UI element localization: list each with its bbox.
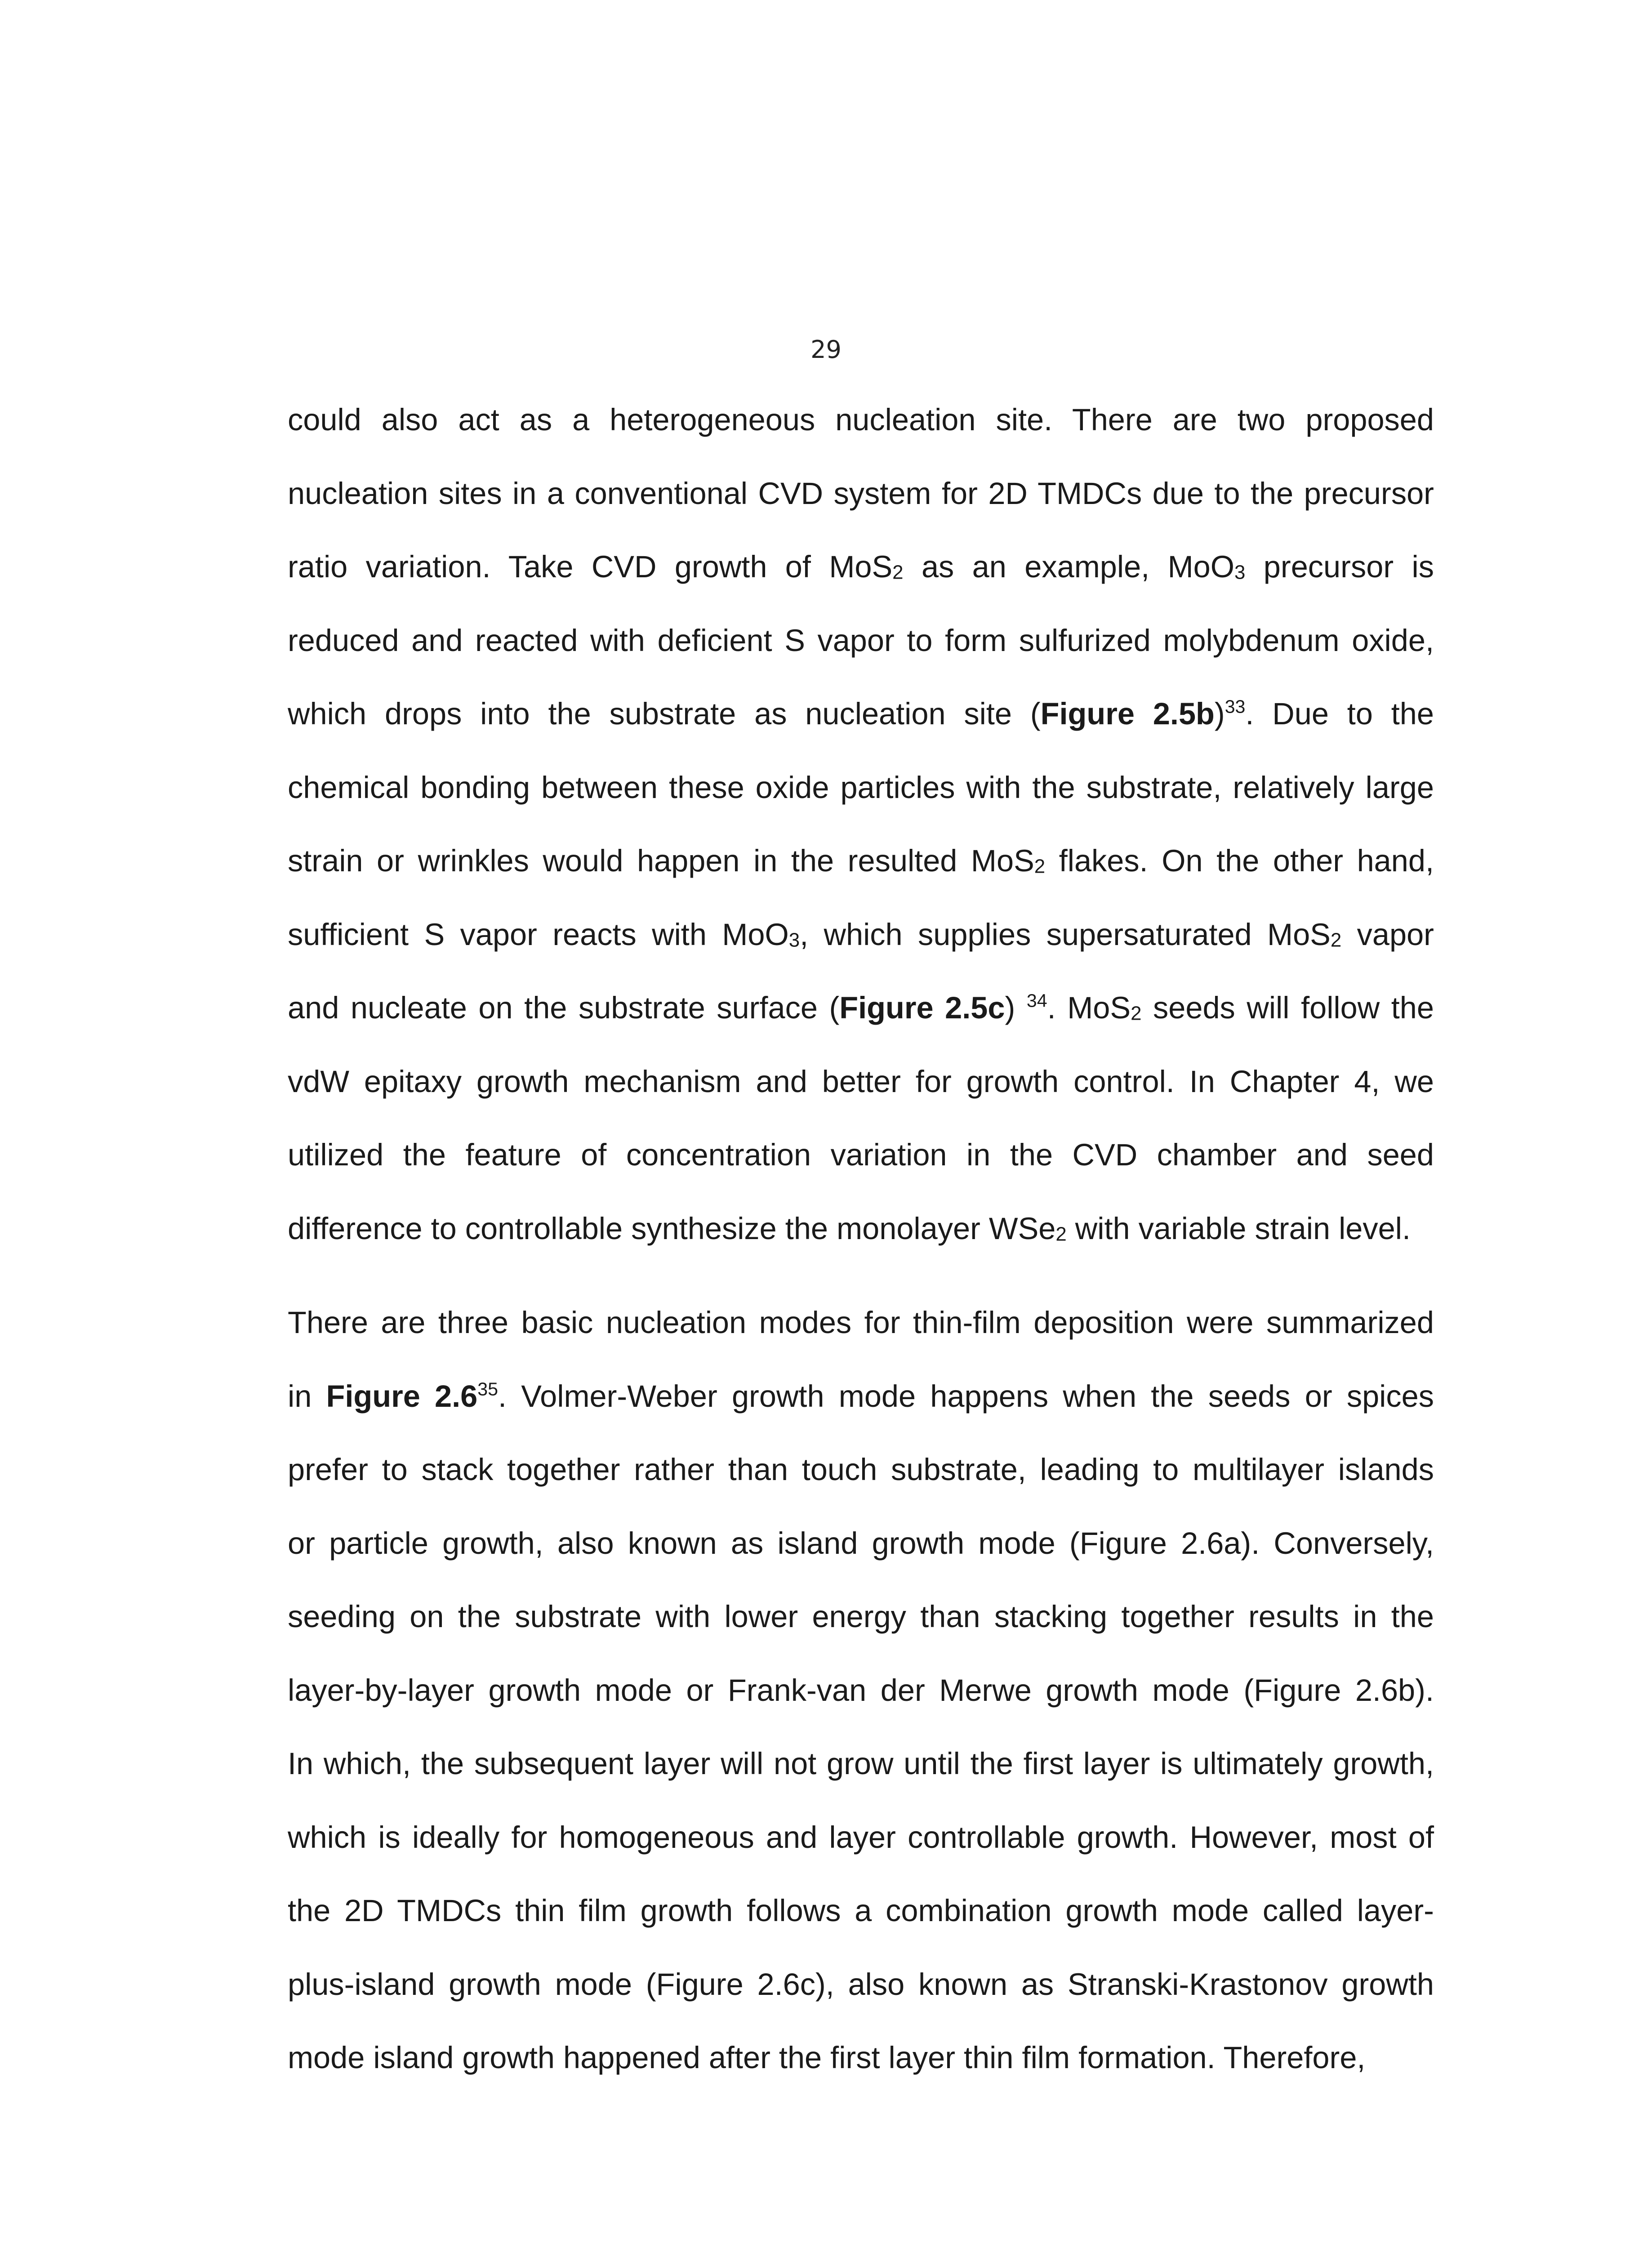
text-segment: precursor is bbox=[1245, 549, 1434, 584]
text-segment: difference to controllable synthesize the monolayer WSe bbox=[288, 1211, 1056, 1246]
figure-reference: Figure 2.5b bbox=[1040, 696, 1215, 731]
text-segment: seeding on the substrate with lower energy than stacking together results in the bbox=[288, 1599, 1434, 1634]
text-segment: with variable strain level. bbox=[1066, 1211, 1411, 1246]
text-segment: vapor bbox=[1341, 917, 1434, 952]
citation-superscript: 34 bbox=[1026, 990, 1047, 1011]
text-line bbox=[288, 1663, 1434, 1736]
subscript: 2 bbox=[1034, 855, 1046, 878]
text-line bbox=[288, 1201, 1434, 1275]
text-segment: which is ideally for homogeneous and layer controllable growth. However, most of bbox=[288, 1820, 1434, 1855]
text-segment: layer-by-layer growth mode or Frank-van der Merwe growth mode (Figure 2.6b). bbox=[288, 1673, 1434, 1708]
text-segment: In which, the subsequent layer will not grow until the first layer is ultimately growth, bbox=[288, 1746, 1434, 1781]
text-segment: ) bbox=[1214, 696, 1225, 731]
text-line bbox=[288, 980, 1434, 1054]
subscript: 2 bbox=[1330, 929, 1342, 951]
text-segment: prefer to stack together rather than touch substrate, leading to multilayer islands bbox=[288, 1452, 1434, 1487]
text-segment: , which supplies supersaturated MoS bbox=[800, 917, 1331, 952]
text-line bbox=[288, 833, 1434, 907]
subscript: 3 bbox=[788, 929, 800, 951]
text-segment: ) bbox=[1005, 990, 1027, 1025]
figure-reference: Figure 2.6 bbox=[326, 1378, 478, 1414]
text-line bbox=[288, 1054, 1434, 1128]
text-segment: in bbox=[288, 1378, 326, 1414]
text-segment: . Volmer-Weber growth mode happens when the seeds or spices bbox=[498, 1378, 1434, 1414]
text-segment: strain or wrinkles would happen in the resulted MoS bbox=[288, 843, 1034, 878]
text-segment: as an example, MoO bbox=[903, 549, 1235, 584]
text-line bbox=[288, 1810, 1434, 1883]
text-line bbox=[288, 1369, 1434, 1442]
subscript: 2 bbox=[892, 561, 904, 584]
figure-reference: Figure 2.5c bbox=[839, 990, 1005, 1025]
text-segment: plus-island growth mode (Figure 2.6c), also known as Stranski-Krastonov growth bbox=[288, 1967, 1434, 2002]
text-line bbox=[288, 1589, 1434, 1663]
text-segment: . Due to the bbox=[1245, 696, 1434, 731]
text-line bbox=[288, 539, 1434, 613]
citation-superscript: 35 bbox=[477, 1378, 498, 1400]
text-segment: mode island growth happened after the first layer thin film formation. Therefore, bbox=[288, 2040, 1366, 2075]
text-line bbox=[288, 1442, 1434, 1516]
paragraph-2 bbox=[288, 1295, 1434, 2104]
text-segment: the 2D TMDCs thin film growth follows a combination growth mode called layer- bbox=[288, 1893, 1434, 1928]
text-segment: . MoS bbox=[1047, 990, 1131, 1025]
text-segment: vdW epitaxy growth mechanism and better for growth control. In Chapter 4, we bbox=[288, 1064, 1434, 1099]
text-segment: could also act as a heterogeneous nucleation site. There are two proposed bbox=[288, 402, 1434, 437]
text-segment: nucleation sites in a conventional CVD system for 2D TMDCs due to the precursor bbox=[288, 476, 1434, 511]
text-segment: or particle growth, also known as island growth mode (Figure 2.6a). Conversely, bbox=[288, 1525, 1434, 1561]
text-line bbox=[288, 760, 1434, 834]
text-segment: which drops into the substrate as nucleation site ( bbox=[288, 696, 1041, 731]
text-line bbox=[288, 392, 1434, 466]
text-line bbox=[288, 466, 1434, 540]
text-line bbox=[288, 1883, 1434, 1957]
text-line bbox=[288, 1736, 1434, 1810]
text-line bbox=[288, 1127, 1434, 1201]
text-line bbox=[288, 1957, 1434, 2030]
subscript: 2 bbox=[1131, 1002, 1142, 1025]
text-line bbox=[288, 907, 1434, 981]
text-segment: There are three basic nucleation modes for thin-film deposition were summarized bbox=[288, 1305, 1434, 1340]
paragraph-1 bbox=[288, 392, 1434, 1274]
page-number: 29 bbox=[810, 335, 842, 364]
text-line bbox=[288, 1295, 1434, 1369]
text-line bbox=[288, 613, 1434, 687]
citation-superscript: 33 bbox=[1225, 696, 1246, 717]
subscript: 2 bbox=[1055, 1223, 1067, 1245]
text-line bbox=[288, 686, 1434, 760]
text-segment: seeds will follow the bbox=[1141, 990, 1434, 1025]
subscript: 3 bbox=[1234, 561, 1246, 584]
text-segment: reduced and reacted with deficient S vapor to form sulfurized molybdenum oxide, bbox=[288, 623, 1434, 658]
text-line bbox=[288, 1516, 1434, 1589]
text-segment: and nucleate on the substrate surface ( bbox=[288, 990, 840, 1025]
text-segment: chemical bonding between these oxide particles with the substrate, relatively large bbox=[288, 770, 1434, 805]
text-segment: ratio variation. Take CVD growth of MoS bbox=[288, 549, 893, 584]
text-line bbox=[288, 2030, 1434, 2104]
text-segment: utilized the feature of concentration variation in the CVD chamber and seed bbox=[288, 1137, 1434, 1172]
text-segment: flakes. On the other hand, bbox=[1045, 843, 1434, 878]
text-segment: sufficient S vapor reacts with MoO bbox=[288, 917, 789, 952]
